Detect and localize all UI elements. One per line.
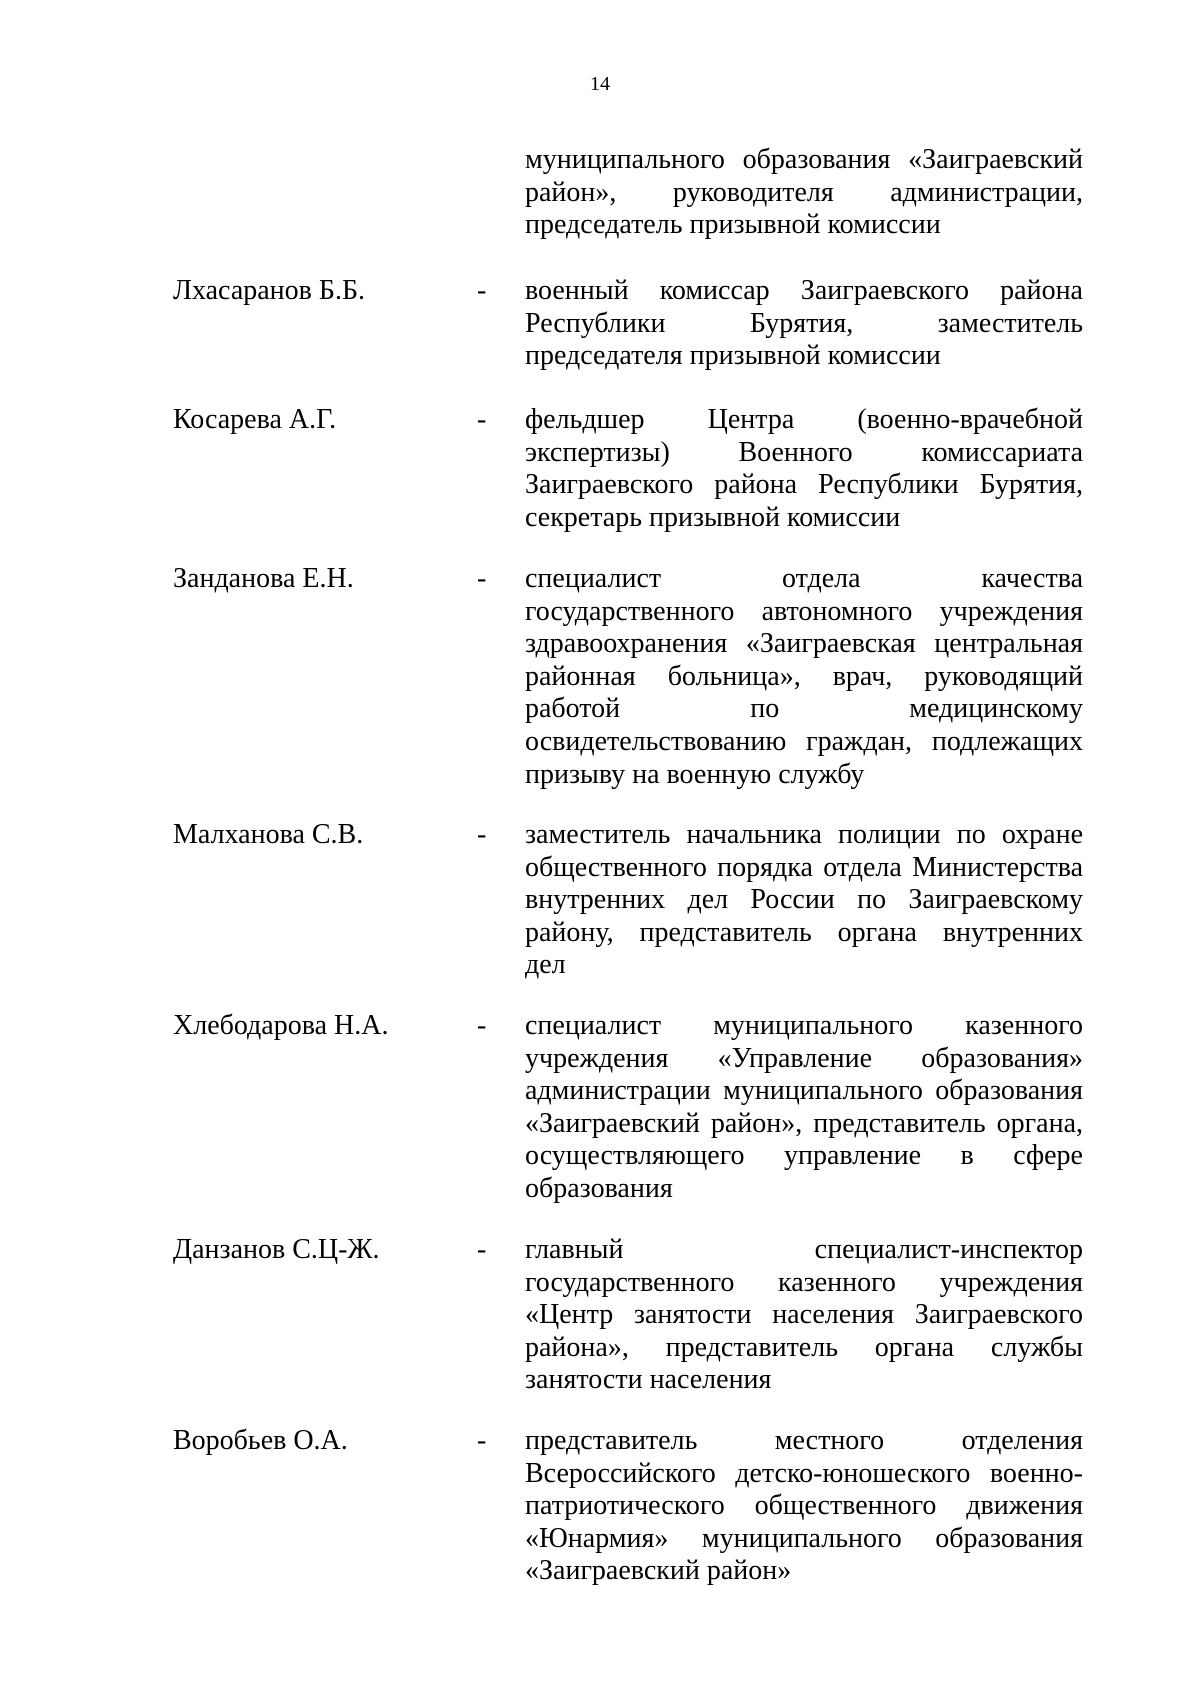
text-line: район», руководителя администрации, bbox=[525, 176, 1083, 208]
text-line: освидетельствованию граждан, подлежащих bbox=[525, 725, 1083, 757]
text-line: образования bbox=[525, 1172, 673, 1204]
text-line: внутренних дел России по Заиграевскому bbox=[525, 884, 1083, 916]
dash-separator: - bbox=[477, 1010, 487, 1041]
text-line: районная больница», врач, руководящий bbox=[525, 660, 1083, 692]
text-line: району, представитель органа внутренних bbox=[525, 916, 1083, 948]
text-line: здравоохранения «Заиграевская центральная bbox=[525, 628, 1083, 660]
text-line: военный комиссар Заиграевского района bbox=[525, 275, 1083, 306]
dash-separator: - bbox=[477, 404, 487, 435]
text-line: председателя призывной комиссии bbox=[525, 340, 941, 372]
member-position bbox=[525, 275, 1083, 373]
text-line: Республики Бурятия, заместитель bbox=[525, 307, 1083, 339]
text-line: работой по медицинскому bbox=[525, 693, 1083, 725]
text-line: «Центр занятости населения Заиграевского bbox=[525, 1299, 1083, 1331]
text-line: «Заиграевский район», представитель органа, bbox=[525, 1107, 1083, 1139]
text-line: учреждения «Управление образования» bbox=[525, 1042, 1083, 1074]
member-name: Занданова Е.Н. bbox=[173, 563, 354, 594]
text-line: специалист отдела качества bbox=[525, 563, 1083, 594]
text-line: «Заиграевский район» bbox=[525, 1555, 792, 1587]
member-position bbox=[525, 1010, 1083, 1206]
member-name: Малханова С.В. bbox=[173, 819, 364, 850]
text-line: главный специалист-инспектор bbox=[525, 1234, 1083, 1265]
text-line: секретарь призывной комиссии bbox=[525, 501, 901, 533]
member-position bbox=[525, 563, 1083, 791]
dash-separator: - bbox=[477, 275, 487, 306]
text-line: дел bbox=[525, 949, 566, 981]
text-line: «Юнармия» муниципального образования bbox=[525, 1522, 1083, 1554]
text-line: фельдшер Центра (военно-врачебной bbox=[525, 404, 1083, 435]
member-name: Косарева А.Г. bbox=[173, 404, 337, 435]
text-line: патриотического общественного движения bbox=[525, 1490, 1083, 1522]
text-line: заместитель начальника полиции по охране bbox=[525, 819, 1083, 850]
text-line: государственного казенного учреждения bbox=[525, 1266, 1083, 1298]
dash-separator: - bbox=[477, 1234, 487, 1265]
continuation-text bbox=[525, 144, 1083, 242]
text-line: осуществляющего управление в сфере bbox=[525, 1140, 1083, 1172]
page-number: 14 bbox=[590, 73, 610, 95]
text-line: специалист муниципального казенного bbox=[525, 1010, 1083, 1041]
member-name: Хлебодарова Н.А. bbox=[173, 1010, 389, 1041]
member-position bbox=[525, 404, 1083, 534]
member-position bbox=[525, 819, 1083, 982]
text-line: администрации муниципального образования bbox=[525, 1075, 1083, 1107]
dash-separator: - bbox=[477, 563, 487, 594]
text-line: председатель призывной комиссии bbox=[525, 209, 941, 241]
member-name: Данзанов С.Ц-Ж. bbox=[173, 1234, 380, 1265]
member-position bbox=[525, 1425, 1083, 1588]
text-line: призыву на военную службу bbox=[525, 758, 865, 790]
member-position bbox=[525, 1234, 1083, 1397]
text-line: представитель местного отделения bbox=[525, 1425, 1083, 1456]
text-line: Всероссийского детско-юношеского военно- bbox=[525, 1457, 1083, 1489]
member-name: Лхасаранов Б.Б. bbox=[173, 275, 366, 306]
text-line: района», представитель органа службы bbox=[525, 1331, 1083, 1363]
text-line: муниципального образования «Заиграевский bbox=[525, 144, 1083, 175]
text-line: экспертизы) Военного комиссариата bbox=[525, 436, 1083, 468]
dash-separator: - bbox=[477, 819, 487, 850]
text-line: Заиграевского района Республики Бурятия, bbox=[525, 469, 1083, 501]
text-line: занятости населения bbox=[525, 1364, 772, 1396]
member-name: Воробьев О.А. bbox=[173, 1425, 348, 1456]
text-line: государственного автономного учреждения bbox=[525, 595, 1083, 627]
text-line: общественного порядка отдела Министерства bbox=[525, 851, 1083, 883]
dash-separator: - bbox=[477, 1425, 487, 1456]
